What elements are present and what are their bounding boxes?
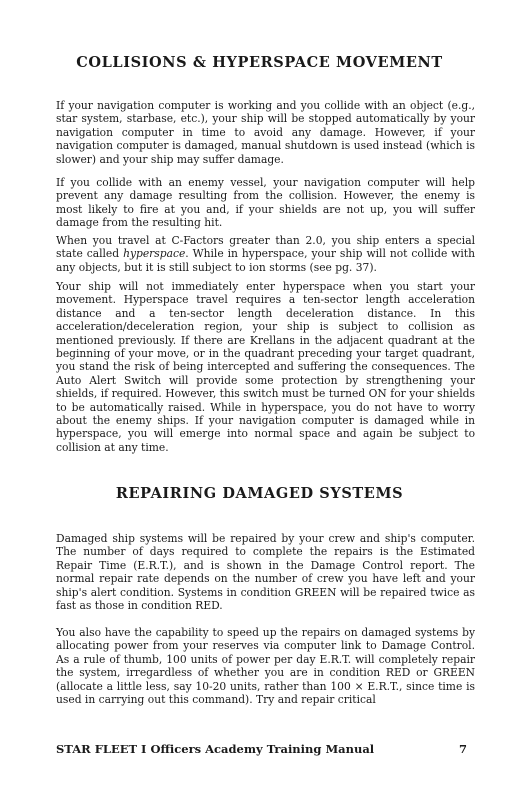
paragraph-hyperspace-state — [56, 234, 475, 274]
paragraph-hyperspace-acceleration: Your ship will not immediately enter hyperspace when you start your movement. Hyperspace travel requires a ten-sector length acceleration distance and a ten-sector length deceleration distance. In this acceleration/deceleration region, your ship is subject to collision as mentioned previously. If there are Krellans in the adjacent quadrant at the beginning of your move, or in the quadrant preceding your target quadrant, you stand the risk of being intercepted and suffering the consequences. The Auto Alert Switch will provide some protection by strengthening your shields, if required. However, this switch must be turned ON for your shields to be automatically raised. While in hyperspace, you do not have to worry about the enemy ships. If your navigation computer is damaged while in hyperspace, you will emerge into normal space and again be subject to collision at any time. — [56, 280, 475, 454]
paragraph-hyperspace-text-before: When you travel at C-Factors greater than 2.0, you ship enters a special state called — [56, 234, 475, 261]
paragraph-repair-power: You also have the capability to speed up the repairs on damaged systems by allocating power from your reserves via computer link to Damage Control. As a rule of thumb, 100 units of power per day E.R.T. will completely repair the system, irregardless of whether you are in condition RED or GREEN (allocate a little less, say 10-20 units, rather than 100 × E.R.T., since time is used in carrying out this command). Try and repair critical — [56, 626, 475, 707]
paragraph-repair-crew: Damaged ship systems will be repaired by your crew and ship's computer. The number of days required to complete the repairs is the Estimated Repair Time (E.R.T.), and is shown in the Damage Control report. The normal repair rate depends on the number of crew you have left and your ship's alert condition. Systems in condition GREEN will be repaired twice as fast as those in condition RED. — [56, 532, 475, 613]
paragraph-enemy-collision: If you collide with an enemy vessel, your navigation computer will help prevent any damage resulting from the collision. However, the enemy is most likely to fire at you and, if your shields are not up, you will suffer damage from the resulting hit. — [56, 176, 475, 230]
paragraph-navigation-collision: If your navigation computer is working and you collide with an object (e.g., star system, starbase, etc.), your ship will be stopped automatically by your navigation computer in time to avoid any damage. However, if your navigation computer is damaged, manual shutdown is used instead (which is slower) and your ship may suffer damage. — [56, 99, 475, 166]
paragraph-hyperspace-text-after: . While in hyperspace, your ship will not collide with any objects, but it is still subject to ion storms (see pg. 37). — [56, 247, 475, 274]
hyperspace-term: hyperspace — [123, 247, 186, 261]
section-heading-collisions: COLLISIONS & HYPERSPACE MOVEMENT — [76, 54, 443, 71]
section-heading-repairing: REPAIRING DAMAGED SYSTEMS — [115, 485, 404, 502]
page-number: 7 — [458, 742, 467, 756]
footer-manual-title: STAR FLEET I Officers Academy Training Manual — [56, 742, 375, 756]
